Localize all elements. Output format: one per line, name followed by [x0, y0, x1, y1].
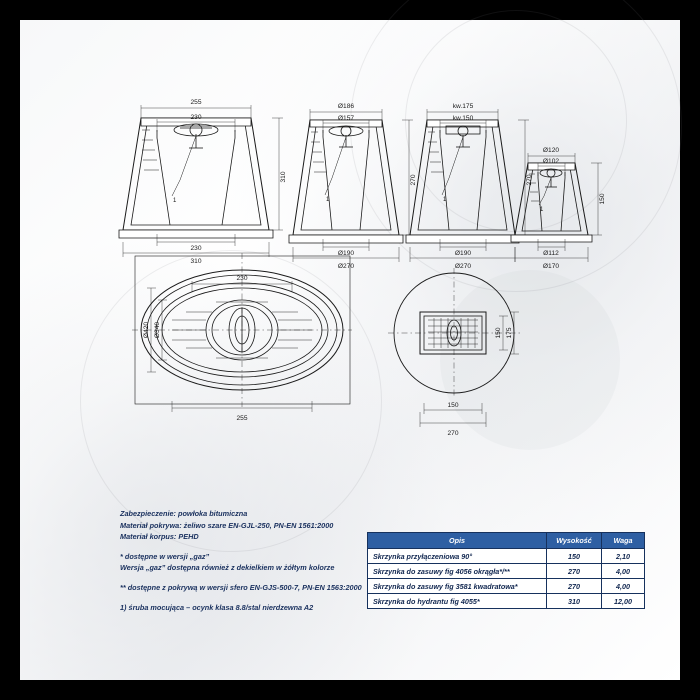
- svg-text:Ø102: Ø102: [542, 158, 560, 165]
- cell-wysokosc: 150: [547, 549, 602, 564]
- svg-text:Ø120: Ø120: [542, 147, 560, 154]
- svg-text:150: 150: [447, 402, 459, 409]
- column-header-waga: Waga: [602, 533, 645, 549]
- dims-plan-oval: [147, 281, 312, 412]
- svg-text:230: 230: [190, 245, 202, 252]
- cell-opis: Skrzynka do zasuwy fig 4056 okrągła*/**: [368, 564, 547, 579]
- view-valve-round-section: [289, 120, 403, 243]
- view-valve-square-section: [406, 120, 519, 243]
- table-row: [368, 564, 645, 579]
- svg-text:kw.150: kw.150: [452, 115, 474, 122]
- svg-text:kw.175: kw.175: [452, 103, 474, 110]
- svg-text:Ø190: Ø190: [337, 250, 355, 257]
- svg-text:255: 255: [236, 415, 248, 422]
- svg-text:270: 270: [447, 430, 459, 437]
- svg-text:230: 230: [190, 114, 202, 121]
- column-header-wysokosc: Wysokość: [547, 533, 602, 549]
- svg-text:310: 310: [190, 258, 202, 265]
- svg-text:150: 150: [599, 193, 606, 205]
- svg-text:310: 310: [280, 171, 287, 183]
- cell-wysokosc: 310: [547, 594, 602, 609]
- notes-block: [120, 508, 370, 613]
- svg-text:1: 1: [173, 198, 177, 204]
- note-line: * dostępne w wersji „gaz”: [120, 551, 210, 561]
- note-line: 1) śruba mocująca – ocynk klasa 8.8/stal nierdzewna A2: [120, 602, 314, 612]
- cell-opis: Skrzynka do zasuwy fig 3581 kwadratowa*: [368, 579, 547, 594]
- dims-plan-square: [420, 312, 519, 427]
- svg-text:1: 1: [443, 197, 447, 203]
- table-row: [368, 549, 645, 564]
- svg-text:Ø186: Ø186: [337, 103, 355, 110]
- svg-text:1: 1: [326, 197, 330, 203]
- table-row: [368, 594, 645, 609]
- svg-text:230: 230: [236, 275, 248, 282]
- svg-text:255: 255: [190, 99, 202, 106]
- note-spacer: [120, 543, 370, 551]
- cell-wysokosc: 270: [547, 564, 602, 579]
- note-line: ** dostępne z pokrywą w wersji sfero EN-GJS-500-7, PN-EN 1563:2000: [120, 582, 362, 592]
- cell-waga: 2,10: [602, 549, 645, 564]
- cell-waga: 4,00: [602, 579, 645, 594]
- drawing-sheet: [20, 20, 680, 680]
- svg-text:270: 270: [410, 174, 417, 186]
- svg-text:Ø157: Ø157: [337, 115, 355, 122]
- svg-text:270: 270: [526, 174, 533, 186]
- cell-wysokosc: 270: [547, 579, 602, 594]
- view-connection-section: [511, 163, 592, 242]
- column-header-opis: Opis: [368, 533, 547, 549]
- svg-text:Ø420: Ø420: [143, 321, 150, 339]
- svg-text:Ø170: Ø170: [542, 263, 560, 270]
- svg-text:Ø190: Ø190: [454, 250, 472, 257]
- note-spacer: [120, 594, 370, 602]
- specification-table: [367, 532, 645, 609]
- table-header-row: [368, 533, 645, 549]
- note-line: Wersja „gaz” dostępna również z dekielkiem w żółtym kolorze: [120, 563, 335, 573]
- cell-waga: 12,00: [602, 594, 645, 609]
- table-row: [368, 579, 645, 594]
- cell-waga: 4,00: [602, 564, 645, 579]
- svg-text:Ø270: Ø270: [337, 263, 355, 270]
- svg-text:Ø112: Ø112: [543, 250, 559, 257]
- svg-text:Ø340: Ø340: [154, 321, 161, 339]
- cell-opis: Skrzynka przyłączeniowa 90°: [368, 549, 547, 564]
- svg-text:150: 150: [495, 327, 502, 339]
- note-line: Materiał korpus: PEHD: [120, 532, 199, 542]
- note-spacer: [120, 574, 370, 582]
- note-line: Zabezpieczenie: powłoka bitumiczna: [120, 509, 248, 518]
- note-line: Materiał pokrywa: żeliwo szare EN-GJL-250, PN-EN 1561:2000: [120, 520, 334, 530]
- cell-opis: Skrzynka do hydrantu fig 4055*: [368, 594, 547, 609]
- svg-text:Ø270: Ø270: [454, 263, 472, 270]
- svg-text:1: 1: [540, 207, 544, 213]
- view-hydrant-section: [119, 118, 273, 238]
- svg-text:175: 175: [506, 327, 513, 339]
